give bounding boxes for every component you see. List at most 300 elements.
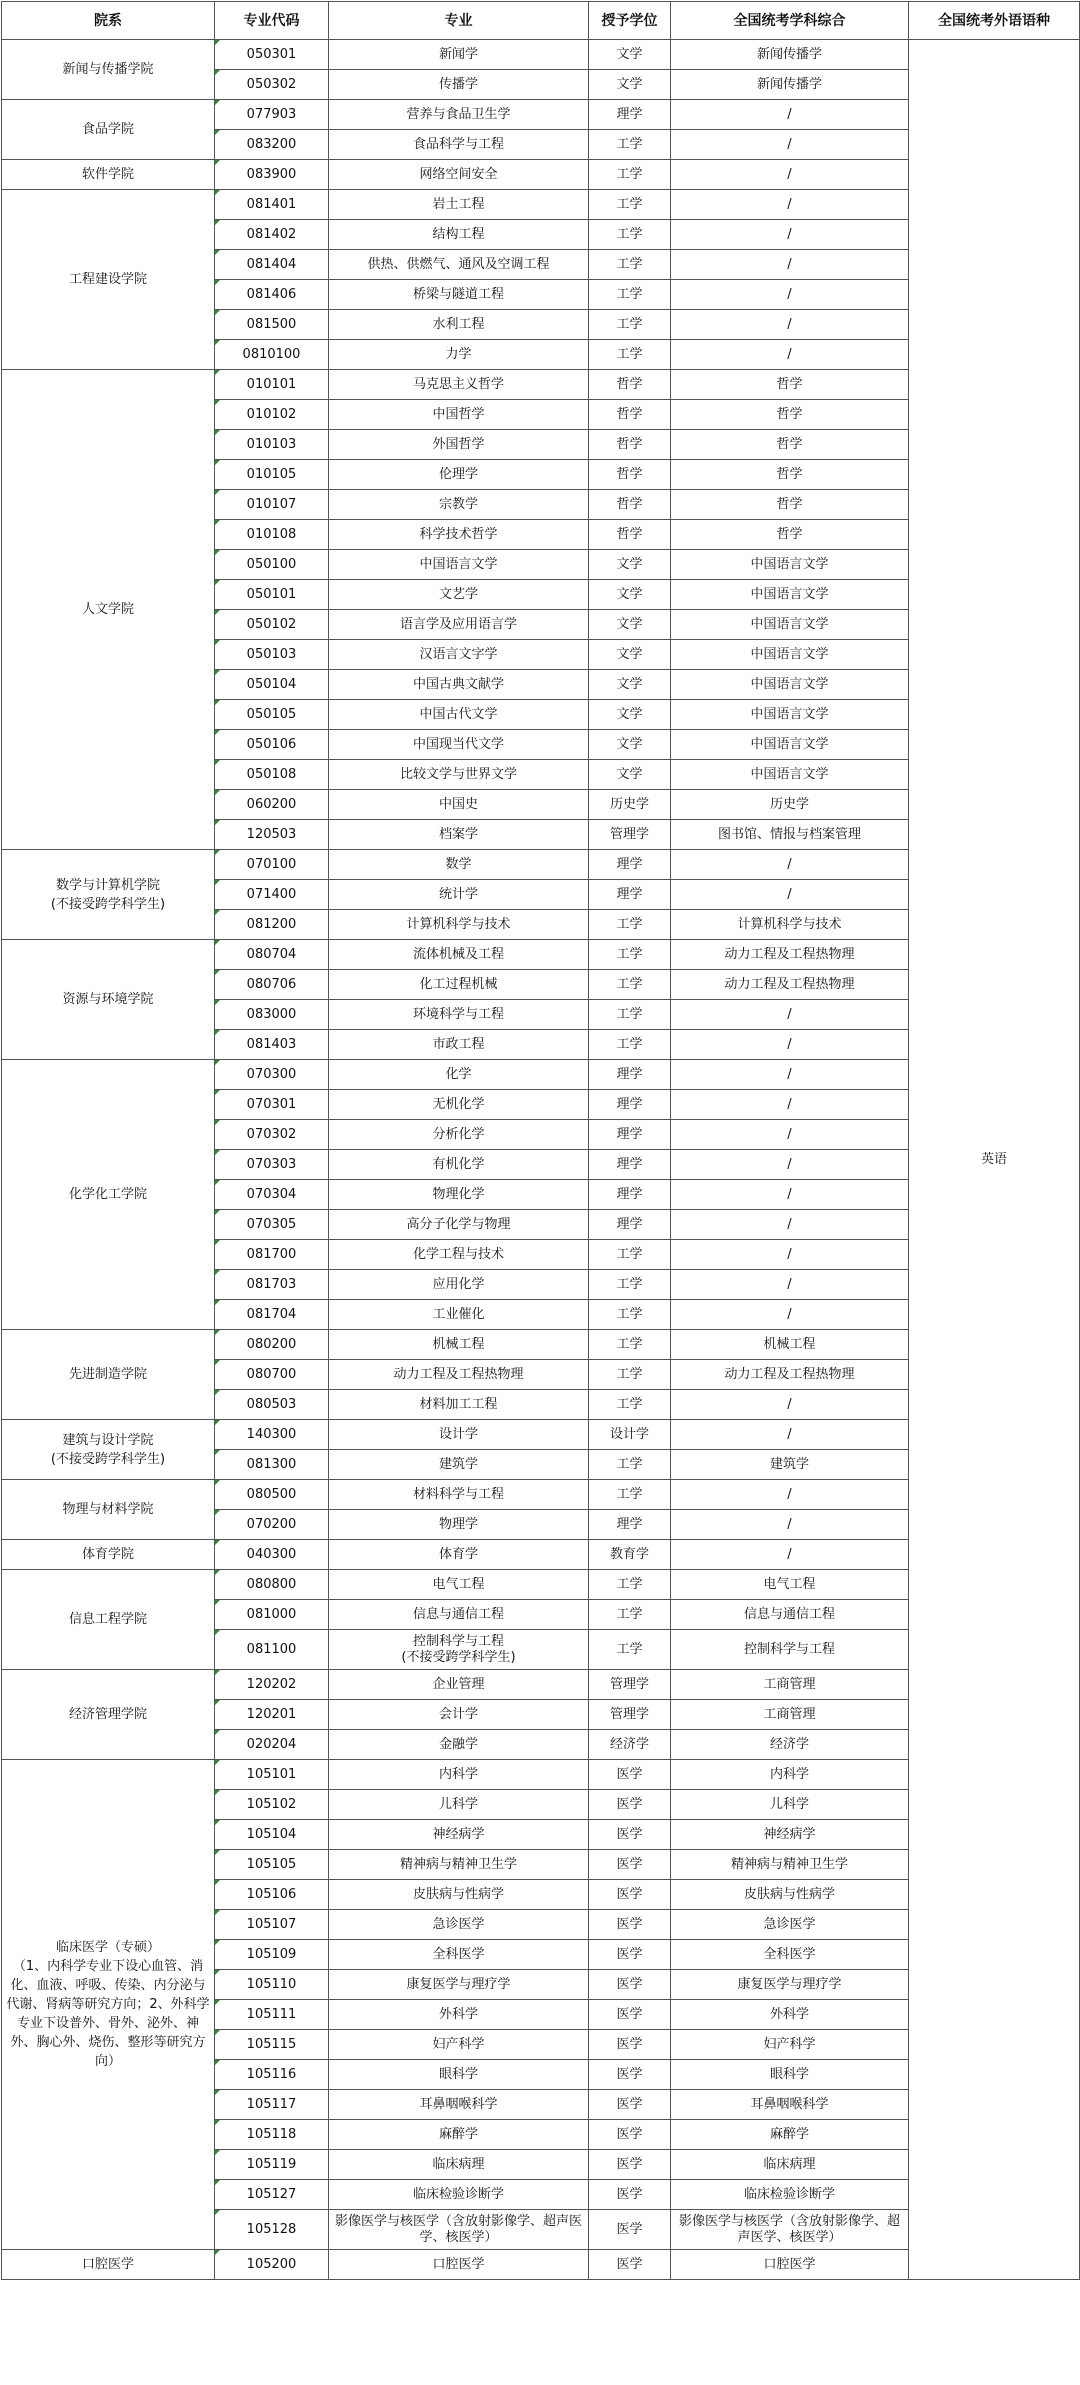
subject-exam-cell: 康复医学与理疗学 — [671, 1970, 909, 2000]
major-name-cell: 机械工程 — [329, 1330, 589, 1360]
college-cell: 临床医学（专硕） （1、内科学专业下设心血管、消化、血液、呼吸、传染、内分泌与代谢、肾病等研究方向；2、外科学专业下设普外、骨外、泌外、神外、胸心外、烧伤、整形等研究方向） — [2, 1760, 215, 2250]
subject-exam-cell: / — [671, 1420, 909, 1450]
subject-exam-cell: 图书馆、情报与档案管理 — [671, 820, 909, 850]
major-code-cell: 010107 — [215, 490, 329, 520]
degree-cell: 工学 — [589, 1000, 671, 1030]
major-name-cell: 企业管理 — [329, 1670, 589, 1700]
major-code-cell: 080800 — [215, 1570, 329, 1600]
major-code-cell: 081700 — [215, 1240, 329, 1270]
foreign-language-cell: 英语 — [909, 40, 1080, 2280]
header-major: 专业 — [329, 2, 589, 40]
subject-exam-cell: 中国语言文学 — [671, 610, 909, 640]
major-code-cell: 080706 — [215, 970, 329, 1000]
major-code-cell: 080503 — [215, 1390, 329, 1420]
major-name-cell: 控制科学与工程 (不接受跨学科学生) — [329, 1630, 589, 1670]
degree-cell: 医学 — [589, 1910, 671, 1940]
major-name-cell: 环境科学与工程 — [329, 1000, 589, 1030]
subject-exam-cell: / — [671, 850, 909, 880]
major-code-cell: 081403 — [215, 1030, 329, 1060]
major-code-cell: 105127 — [215, 2180, 329, 2210]
major-name-cell: 岩土工程 — [329, 190, 589, 220]
major-code-cell: 050301 — [215, 40, 329, 70]
subject-exam-cell: 中国语言文学 — [671, 700, 909, 730]
major-name-cell: 分析化学 — [329, 1120, 589, 1150]
major-name-cell: 网络空间安全 — [329, 160, 589, 190]
degree-cell: 工学 — [589, 160, 671, 190]
subject-exam-cell: 动力工程及工程热物理 — [671, 970, 909, 1000]
major-name-cell: 供热、供燃气、通风及空调工程 — [329, 250, 589, 280]
college-cell: 口腔医学 — [2, 2250, 215, 2280]
subject-exam-cell: / — [671, 100, 909, 130]
college-cell: 经济管理学院 — [2, 1670, 215, 1760]
degree-cell: 理学 — [589, 850, 671, 880]
major-name-cell: 比较文学与世界文学 — [329, 760, 589, 790]
major-code-cell: 070200 — [215, 1510, 329, 1540]
header-degree: 授予学位 — [589, 2, 671, 40]
major-code-cell: 050104 — [215, 670, 329, 700]
college-cell: 工程建设学院 — [2, 190, 215, 370]
major-name-cell: 口腔医学 — [329, 2250, 589, 2280]
subject-exam-cell: / — [671, 130, 909, 160]
major-code-cell: 050108 — [215, 760, 329, 790]
subject-exam-cell: 急诊医学 — [671, 1910, 909, 1940]
subject-exam-cell: 临床检验诊断学 — [671, 2180, 909, 2210]
subject-exam-cell: / — [671, 250, 909, 280]
major-code-cell: 081100 — [215, 1630, 329, 1670]
major-code-cell: 105104 — [215, 1820, 329, 1850]
major-code-cell: 105116 — [215, 2060, 329, 2090]
degree-cell: 教育学 — [589, 1540, 671, 1570]
degree-cell: 文学 — [589, 670, 671, 700]
college-cell: 体育学院 — [2, 1540, 215, 1570]
college-cell: 物理与材料学院 — [2, 1480, 215, 1540]
header-subject-exam: 全国统考学科综合 — [671, 2, 909, 40]
subject-exam-cell: 中国语言文学 — [671, 640, 909, 670]
subject-exam-cell: 工商管理 — [671, 1700, 909, 1730]
subject-exam-cell: 电气工程 — [671, 1570, 909, 1600]
major-code-cell: 081500 — [215, 310, 329, 340]
major-name-cell: 全科医学 — [329, 1940, 589, 1970]
major-name-cell: 设计学 — [329, 1420, 589, 1450]
major-code-cell: 080500 — [215, 1480, 329, 1510]
degree-cell: 管理学 — [589, 820, 671, 850]
degree-cell: 医学 — [589, 2210, 671, 2250]
degree-cell: 文学 — [589, 550, 671, 580]
major-name-cell: 无机化学 — [329, 1090, 589, 1120]
subject-exam-cell: 动力工程及工程热物理 — [671, 1360, 909, 1390]
major-code-cell: 083200 — [215, 130, 329, 160]
degree-cell: 哲学 — [589, 520, 671, 550]
major-code-cell: 050102 — [215, 610, 329, 640]
major-code-cell: 105107 — [215, 1910, 329, 1940]
subject-exam-cell: / — [671, 1060, 909, 1090]
subject-exam-cell: 耳鼻咽喉科学 — [671, 2090, 909, 2120]
major-code-cell: 070300 — [215, 1060, 329, 1090]
subject-exam-cell: 口腔医学 — [671, 2250, 909, 2280]
degree-cell: 医学 — [589, 2120, 671, 2150]
major-code-cell: 120503 — [215, 820, 329, 850]
header-code: 专业代码 — [215, 2, 329, 40]
degree-cell: 医学 — [589, 2150, 671, 2180]
major-name-cell: 急诊医学 — [329, 1910, 589, 1940]
subject-exam-cell: / — [671, 1150, 909, 1180]
major-code-cell: 105106 — [215, 1880, 329, 1910]
major-code-cell: 050302 — [215, 70, 329, 100]
major-name-cell: 内科学 — [329, 1760, 589, 1790]
major-name-cell: 水利工程 — [329, 310, 589, 340]
major-name-cell: 流体机械及工程 — [329, 940, 589, 970]
subject-exam-cell: 新闻传播学 — [671, 40, 909, 70]
major-code-cell: 081402 — [215, 220, 329, 250]
college-cell: 化学化工学院 — [2, 1060, 215, 1330]
major-name-cell: 中国史 — [329, 790, 589, 820]
major-name-cell: 高分子化学与物理 — [329, 1210, 589, 1240]
major-name-cell: 化学 — [329, 1060, 589, 1090]
college-cell: 人文学院 — [2, 370, 215, 850]
major-name-cell: 宗教学 — [329, 490, 589, 520]
subject-exam-cell: 哲学 — [671, 460, 909, 490]
degree-cell: 工学 — [589, 910, 671, 940]
subject-exam-cell: 新闻传播学 — [671, 70, 909, 100]
major-name-cell: 电气工程 — [329, 1570, 589, 1600]
degree-cell: 医学 — [589, 1820, 671, 1850]
degree-cell: 设计学 — [589, 1420, 671, 1450]
degree-cell: 工学 — [589, 1360, 671, 1390]
major-code-cell: 060200 — [215, 790, 329, 820]
degree-cell: 医学 — [589, 2030, 671, 2060]
major-name-cell: 皮肤病与性病学 — [329, 1880, 589, 1910]
major-name-cell: 应用化学 — [329, 1270, 589, 1300]
subject-exam-cell: / — [671, 1030, 909, 1060]
major-code-cell: 120201 — [215, 1700, 329, 1730]
major-name-cell: 数学 — [329, 850, 589, 880]
subject-exam-cell: 哲学 — [671, 400, 909, 430]
major-name-cell: 材料科学与工程 — [329, 1480, 589, 1510]
degree-cell: 医学 — [589, 2000, 671, 2030]
degree-cell: 医学 — [589, 2250, 671, 2280]
major-code-cell: 020204 — [215, 1730, 329, 1760]
major-code-cell: 105115 — [215, 2030, 329, 2060]
major-name-cell: 中国语言文学 — [329, 550, 589, 580]
major-code-cell: 070305 — [215, 1210, 329, 1240]
degree-cell: 工学 — [589, 220, 671, 250]
major-code-cell: 105101 — [215, 1760, 329, 1790]
major-code-cell: 050106 — [215, 730, 329, 760]
college-cell: 先进制造学院 — [2, 1330, 215, 1420]
major-name-cell: 中国古典文献学 — [329, 670, 589, 700]
degree-cell: 医学 — [589, 1880, 671, 1910]
major-code-cell: 080200 — [215, 1330, 329, 1360]
subject-exam-cell: / — [671, 1390, 909, 1420]
subject-exam-cell: 计算机科学与技术 — [671, 910, 909, 940]
major-code-cell: 081406 — [215, 280, 329, 310]
major-name-cell: 神经病学 — [329, 1820, 589, 1850]
major-name-cell: 眼科学 — [329, 2060, 589, 2090]
major-code-cell: 083000 — [215, 1000, 329, 1030]
major-name-cell: 儿科学 — [329, 1790, 589, 1820]
degree-cell: 文学 — [589, 730, 671, 760]
major-name-cell: 影像医学与核医学（含放射影像学、超声医学、核医学） — [329, 2210, 589, 2250]
major-code-cell: 010101 — [215, 370, 329, 400]
major-name-cell: 桥梁与隧道工程 — [329, 280, 589, 310]
subject-exam-cell: 麻醉学 — [671, 2120, 909, 2150]
major-code-cell: 140300 — [215, 1420, 329, 1450]
degree-cell: 医学 — [589, 1940, 671, 1970]
subject-exam-cell: / — [671, 880, 909, 910]
subject-exam-cell: 哲学 — [671, 430, 909, 460]
major-name-cell: 化学工程与技术 — [329, 1240, 589, 1270]
subject-exam-cell: 皮肤病与性病学 — [671, 1880, 909, 1910]
subject-exam-cell: 经济学 — [671, 1730, 909, 1760]
degree-cell: 理学 — [589, 1210, 671, 1240]
college-cell: 新闻与传播学院 — [2, 40, 215, 100]
degree-cell: 工学 — [589, 310, 671, 340]
major-name-cell: 新闻学 — [329, 40, 589, 70]
degree-cell: 医学 — [589, 1850, 671, 1880]
major-code-cell: 080704 — [215, 940, 329, 970]
major-code-cell: 081000 — [215, 1600, 329, 1630]
degree-cell: 文学 — [589, 70, 671, 100]
degree-cell: 工学 — [589, 340, 671, 370]
subject-exam-cell: 控制科学与工程 — [671, 1630, 909, 1670]
major-name-cell: 中国古代文学 — [329, 700, 589, 730]
college-cell: 建筑与设计学院 (不接受跨学科学生) — [2, 1420, 215, 1480]
major-name-cell: 耳鼻咽喉科学 — [329, 2090, 589, 2120]
major-name-cell: 动力工程及工程热物理 — [329, 1360, 589, 1390]
major-code-cell: 0810100 — [215, 340, 329, 370]
subject-exam-cell: 中国语言文学 — [671, 760, 909, 790]
major-code-cell: 070100 — [215, 850, 329, 880]
major-code-cell: 010103 — [215, 430, 329, 460]
degree-cell: 文学 — [589, 700, 671, 730]
subject-exam-cell: 动力工程及工程热物理 — [671, 940, 909, 970]
major-name-cell: 信息与通信工程 — [329, 1600, 589, 1630]
major-code-cell: 050105 — [215, 700, 329, 730]
degree-cell: 工学 — [589, 1600, 671, 1630]
major-code-cell: 105119 — [215, 2150, 329, 2180]
subject-exam-cell: 外科学 — [671, 2000, 909, 2030]
major-code-cell: 105117 — [215, 2090, 329, 2120]
major-name-cell: 临床检验诊断学 — [329, 2180, 589, 2210]
major-code-cell: 040300 — [215, 1540, 329, 1570]
table-body — [2, 40, 1080, 2280]
major-code-cell: 105118 — [215, 2120, 329, 2150]
degree-cell: 工学 — [589, 1030, 671, 1060]
degree-cell: 工学 — [589, 1480, 671, 1510]
subject-exam-cell: 中国语言文学 — [671, 670, 909, 700]
subject-exam-cell: / — [671, 1540, 909, 1570]
subject-exam-cell: 临床病理 — [671, 2150, 909, 2180]
major-name-cell: 语言学及应用语言学 — [329, 610, 589, 640]
major-code-cell: 070303 — [215, 1150, 329, 1180]
major-code-cell: 081704 — [215, 1300, 329, 1330]
degree-cell: 工学 — [589, 1570, 671, 1600]
subject-exam-cell: / — [671, 1180, 909, 1210]
subject-exam-cell: 妇产科学 — [671, 2030, 909, 2060]
major-name-cell: 传播学 — [329, 70, 589, 100]
subject-exam-cell: 中国语言文学 — [671, 730, 909, 760]
major-code-cell: 081404 — [215, 250, 329, 280]
major-code-cell: 083900 — [215, 160, 329, 190]
degree-cell: 工学 — [589, 190, 671, 220]
degree-cell: 哲学 — [589, 460, 671, 490]
major-code-cell: 071400 — [215, 880, 329, 910]
subject-exam-cell: 中国语言文学 — [671, 550, 909, 580]
degree-cell: 哲学 — [589, 430, 671, 460]
table-row — [2, 40, 1080, 70]
major-name-cell: 有机化学 — [329, 1150, 589, 1180]
major-code-cell: 081703 — [215, 1270, 329, 1300]
degree-cell: 医学 — [589, 2180, 671, 2210]
degree-cell: 医学 — [589, 2060, 671, 2090]
degree-cell: 理学 — [589, 1180, 671, 1210]
degree-cell: 文学 — [589, 640, 671, 670]
college-cell: 软件学院 — [2, 160, 215, 190]
major-code-cell: 010105 — [215, 460, 329, 490]
degree-cell: 工学 — [589, 1390, 671, 1420]
subject-exam-cell: / — [671, 190, 909, 220]
degree-cell: 医学 — [589, 2090, 671, 2120]
subject-exam-cell: / — [671, 280, 909, 310]
degree-cell: 工学 — [589, 1450, 671, 1480]
major-name-cell: 中国哲学 — [329, 400, 589, 430]
major-name-cell: 食品科学与工程 — [329, 130, 589, 160]
major-name-cell: 化工过程机械 — [329, 970, 589, 1000]
subject-exam-cell: 影像医学与核医学（含放射影像学、超声医学、核医学） — [671, 2210, 909, 2250]
major-code-cell: 070304 — [215, 1180, 329, 1210]
subject-exam-cell: 全科医学 — [671, 1940, 909, 1970]
major-name-cell: 妇产科学 — [329, 2030, 589, 2060]
major-code-cell: 080700 — [215, 1360, 329, 1390]
degree-cell: 理学 — [589, 880, 671, 910]
subject-exam-cell: / — [671, 1090, 909, 1120]
header-row — [2, 2, 1080, 40]
degree-cell: 工学 — [589, 1270, 671, 1300]
subject-exam-cell: / — [671, 1120, 909, 1150]
major-name-cell: 市政工程 — [329, 1030, 589, 1060]
degree-cell: 文学 — [589, 610, 671, 640]
subject-exam-cell: 哲学 — [671, 490, 909, 520]
subject-exam-cell: / — [671, 1480, 909, 1510]
major-code-cell: 077903 — [215, 100, 329, 130]
subject-exam-cell: 中国语言文学 — [671, 580, 909, 610]
major-name-cell: 科学技术哲学 — [329, 520, 589, 550]
major-code-cell: 050101 — [215, 580, 329, 610]
major-name-cell: 伦理学 — [329, 460, 589, 490]
college-cell: 数学与计算机学院 (不接受跨学科学生) — [2, 850, 215, 940]
header-language-exam: 全国统考外语语种 — [909, 2, 1080, 40]
degree-cell: 工学 — [589, 130, 671, 160]
major-name-cell: 中国现当代文学 — [329, 730, 589, 760]
major-name-cell: 物理化学 — [329, 1180, 589, 1210]
majors-table — [1, 1, 1080, 2280]
subject-exam-cell: / — [671, 340, 909, 370]
subject-exam-cell: 历史学 — [671, 790, 909, 820]
major-code-cell: 105111 — [215, 2000, 329, 2030]
major-code-cell: 105128 — [215, 2210, 329, 2250]
subject-exam-cell: / — [671, 1510, 909, 1540]
degree-cell: 工学 — [589, 940, 671, 970]
degree-cell: 文学 — [589, 760, 671, 790]
subject-exam-cell: 儿科学 — [671, 1790, 909, 1820]
degree-cell: 管理学 — [589, 1670, 671, 1700]
major-code-cell: 070301 — [215, 1090, 329, 1120]
degree-cell: 工学 — [589, 1240, 671, 1270]
subject-exam-cell: 哲学 — [671, 520, 909, 550]
subject-exam-cell: / — [671, 1270, 909, 1300]
subject-exam-cell: 眼科学 — [671, 2060, 909, 2090]
subject-exam-cell: / — [671, 1210, 909, 1240]
degree-cell: 文学 — [589, 580, 671, 610]
major-name-cell: 临床病理 — [329, 2150, 589, 2180]
major-code-cell: 105200 — [215, 2250, 329, 2280]
major-code-cell: 070302 — [215, 1120, 329, 1150]
major-name-cell: 外国哲学 — [329, 430, 589, 460]
major-name-cell: 力学 — [329, 340, 589, 370]
degree-cell: 理学 — [589, 1510, 671, 1540]
degree-cell: 哲学 — [589, 400, 671, 430]
major-name-cell: 马克思主义哲学 — [329, 370, 589, 400]
major-name-cell: 会计学 — [329, 1700, 589, 1730]
major-name-cell: 物理学 — [329, 1510, 589, 1540]
subject-exam-cell: / — [671, 220, 909, 250]
subject-exam-cell: 信息与通信工程 — [671, 1600, 909, 1630]
major-name-cell: 外科学 — [329, 2000, 589, 2030]
degree-cell: 理学 — [589, 1150, 671, 1180]
major-code-cell: 120202 — [215, 1670, 329, 1700]
degree-cell: 经济学 — [589, 1730, 671, 1760]
major-code-cell: 081300 — [215, 1450, 329, 1480]
subject-exam-cell: 精神病与精神卫生学 — [671, 1850, 909, 1880]
degree-cell: 历史学 — [589, 790, 671, 820]
major-code-cell: 105109 — [215, 1940, 329, 1970]
college-cell: 资源与环境学院 — [2, 940, 215, 1060]
degree-cell: 工学 — [589, 1330, 671, 1360]
major-name-cell: 康复医学与理疗学 — [329, 1970, 589, 2000]
major-code-cell: 050100 — [215, 550, 329, 580]
subject-exam-cell: 哲学 — [671, 370, 909, 400]
degree-cell: 工学 — [589, 970, 671, 1000]
major-code-cell: 105102 — [215, 1790, 329, 1820]
subject-exam-cell: 内科学 — [671, 1760, 909, 1790]
major-name-cell: 建筑学 — [329, 1450, 589, 1480]
degree-cell: 理学 — [589, 1060, 671, 1090]
subject-exam-cell: 神经病学 — [671, 1820, 909, 1850]
major-name-cell: 计算机科学与技术 — [329, 910, 589, 940]
degree-cell: 哲学 — [589, 370, 671, 400]
subject-exam-cell: 机械工程 — [671, 1330, 909, 1360]
degree-cell: 工学 — [589, 280, 671, 310]
subject-exam-cell: / — [671, 1300, 909, 1330]
degree-cell: 工学 — [589, 1300, 671, 1330]
subject-exam-cell: / — [671, 1240, 909, 1270]
major-code-cell: 105110 — [215, 1970, 329, 2000]
subject-exam-cell: 工商管理 — [671, 1670, 909, 1700]
major-name-cell: 档案学 — [329, 820, 589, 850]
degree-cell: 管理学 — [589, 1700, 671, 1730]
major-name-cell: 金融学 — [329, 1730, 589, 1760]
degree-cell: 医学 — [589, 1970, 671, 2000]
college-cell: 食品学院 — [2, 100, 215, 160]
college-cell: 信息工程学院 — [2, 1570, 215, 1670]
subject-exam-cell: / — [671, 160, 909, 190]
major-name-cell: 结构工程 — [329, 220, 589, 250]
major-name-cell: 文艺学 — [329, 580, 589, 610]
major-name-cell: 精神病与精神卫生学 — [329, 1850, 589, 1880]
degree-cell: 文学 — [589, 40, 671, 70]
major-name-cell: 营养与食品卫生学 — [329, 100, 589, 130]
degree-cell: 工学 — [589, 250, 671, 280]
